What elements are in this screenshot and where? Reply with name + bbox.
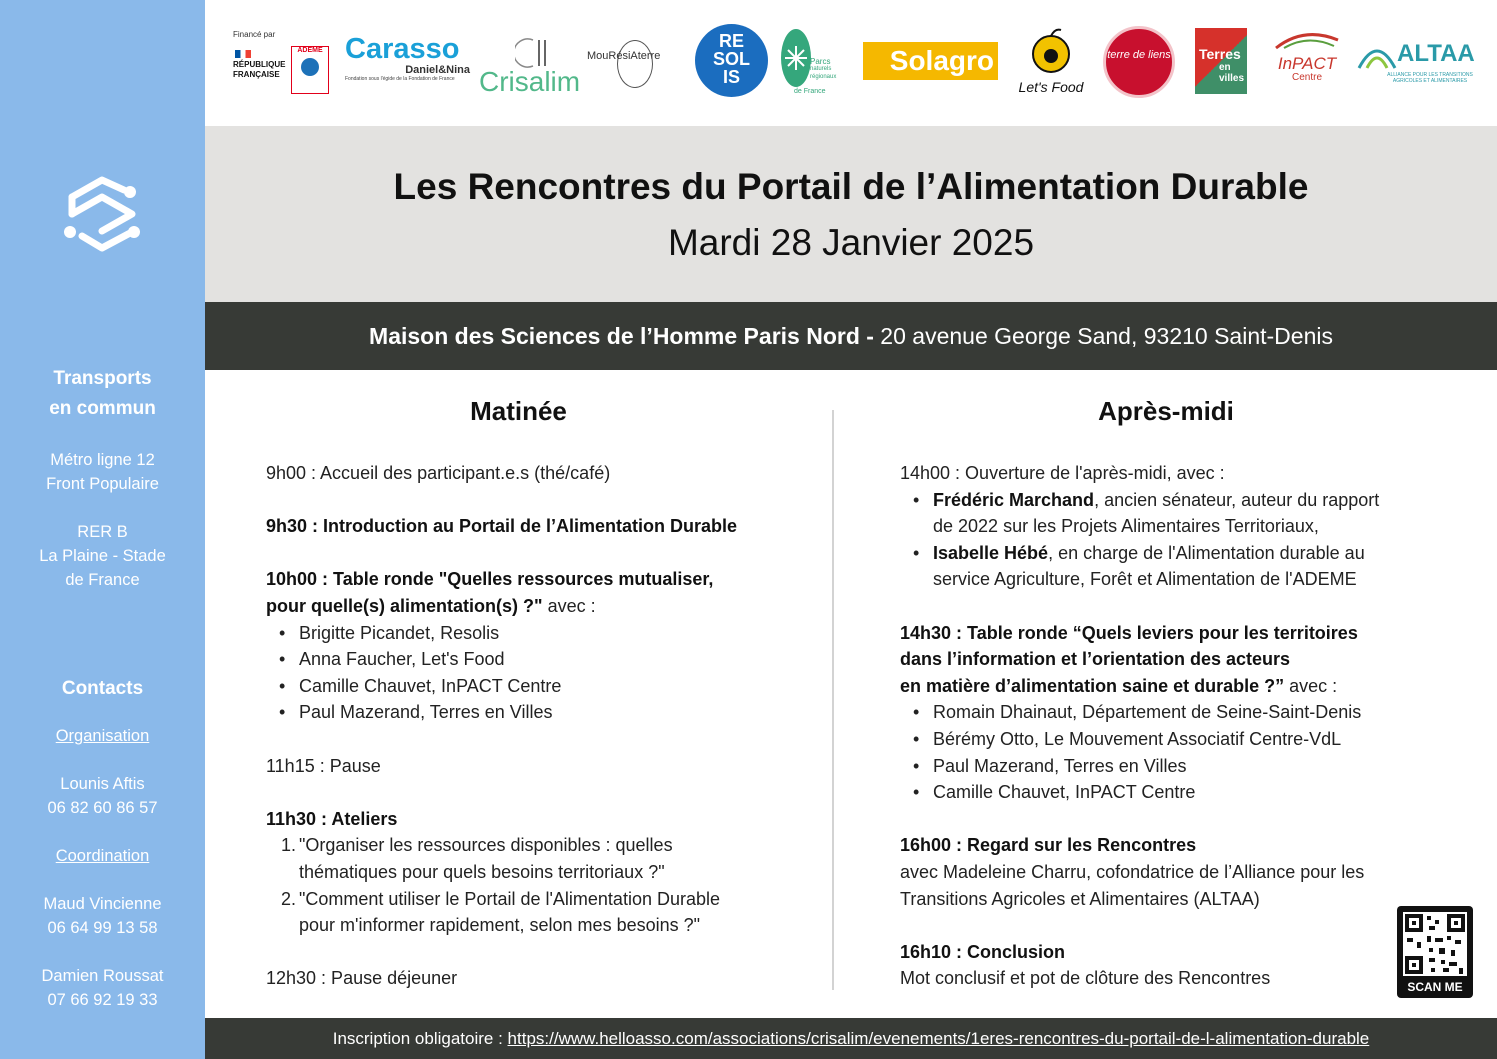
list-number: 1.	[281, 835, 297, 856]
guest-desc: , en charge de l'Alimentation durable au	[1048, 542, 1365, 563]
terres-text-2: en villes	[1219, 62, 1245, 84]
carasso-small: Fondation sous l'égide de la Fondation de France	[345, 76, 455, 82]
org-contact-phone: 06 82 60 86 57	[47, 799, 158, 817]
letsfood-text: Let's Food	[1018, 79, 1084, 95]
terres-text-1: Terres	[1199, 46, 1241, 62]
afternoon-roundtable	[900, 620, 1460, 806]
pause-item: 11h15 : Pause	[266, 755, 381, 776]
list-item: • Paul Mazerand, Terres en Villes	[299, 699, 806, 726]
rer-line: RER B	[77, 523, 128, 541]
footer	[205, 1018, 1497, 1059]
resolis-text-1: RE	[718, 31, 744, 51]
terre-de-liens-logo	[1103, 26, 1175, 98]
letsfood-logo	[1011, 26, 1091, 100]
sidebar	[0, 0, 205, 1059]
conclusion-block	[900, 939, 1460, 992]
coord-contact-phone: 06 64 99 13 58	[47, 919, 158, 937]
parcs-text-1: Parcs	[810, 57, 831, 66]
regard-title: 16h00 : Regard sur les Rencontres	[900, 835, 1197, 856]
contacts-title: Contacts	[61, 678, 144, 699]
qr-pattern-icon	[1403, 912, 1467, 976]
organisation-link[interactable]: Organisation	[55, 727, 150, 745]
qr-code[interactable]	[1397, 906, 1473, 998]
morning-roundtable	[266, 566, 806, 726]
guest-desc: , ancien sénateur, auteur du rapport	[1094, 489, 1380, 510]
altaa-sub: ALLIANCE POUR LES TRANSITIONS AGRICOLES ET ALIMENTAIRES	[1387, 72, 1473, 84]
parcs-leaf-icon	[780, 28, 812, 88]
list-item	[933, 487, 1460, 540]
ateliers-block	[266, 806, 806, 939]
afternoon-roundtable-title-3: en matière d’alimentation saine et durable ?”	[900, 675, 1285, 696]
atelier-2-line-1: "Comment utiliser le Portail de l'Alimentation Durable	[299, 888, 721, 909]
metro-line: Métro ligne 12	[50, 451, 155, 469]
inpact-swoosh-icon	[1274, 30, 1340, 50]
rf-text-2: FRANÇAISE	[233, 70, 280, 79]
atelier-1-line-2: thématiques pour quels besoins territoriaux ?"	[299, 861, 665, 882]
ademe-text: ADEME	[297, 47, 323, 54]
list-item	[281, 832, 806, 885]
fork-knife-icon	[515, 36, 555, 70]
parcs-text-2: naturels	[810, 66, 832, 72]
rf-text: RÉPUBLIQUE	[233, 60, 286, 69]
guest-desc-2: de 2022 sur les Projets Alimentaires Territoriaux,	[933, 516, 1319, 537]
mouresi-text: MouRésiAterre	[587, 50, 661, 62]
carasso-text: Carasso	[345, 33, 460, 65]
apple-icon	[1027, 26, 1075, 74]
afternoon-speaker-list	[900, 699, 1460, 805]
regard-line-1: avec Madeleine Charru, cofondatrice de l’Alliance pour les	[900, 861, 1365, 882]
list-item: • Bérémy Otto, Le Mouvement Associatif Centre-VdL	[933, 726, 1460, 753]
atelier-2-line-2: pour m'informer rapidement, selon mes besoins ?"	[299, 915, 701, 936]
mouresi-logo	[587, 40, 685, 90]
parcs-text-4: de France	[794, 88, 826, 95]
venue-name: Maison des Sciences de l’Homme Paris Nord -	[369, 323, 874, 349]
footer-label: Inscription obligatoire :	[332, 1029, 508, 1048]
solagro-text: Solagro	[889, 45, 994, 76]
qr-label: SCAN ME	[1407, 980, 1463, 994]
list-item: • Camille Chauvet, InPACT Centre	[299, 673, 806, 700]
resolis-logo	[695, 24, 768, 97]
flag-icon	[235, 50, 251, 58]
transport-title: Transports	[53, 368, 152, 389]
org-contact-name: Lounis Aftis	[60, 775, 145, 793]
portail-logo-icon	[42, 152, 162, 272]
mouresi-ring-icon	[617, 40, 653, 88]
parcs-logo	[780, 28, 842, 98]
event-date: Mardi 28 Janvier 2025	[667, 222, 1035, 263]
coord-contact-name-2: Damien Roussat	[41, 967, 164, 985]
crisalim-text: Crisalim	[479, 66, 581, 97]
rer-station-2: de France	[65, 571, 140, 589]
regard-line-2: Transitions Agricoles et Alimentaires (ALTAA)	[900, 888, 1260, 909]
altaa-wave-icon	[1357, 42, 1397, 70]
morning-roundtable-avec: avec :	[542, 595, 596, 616]
guest-list	[900, 487, 1460, 593]
altaa-text: ALTAA	[1397, 40, 1475, 67]
parcs-text-3: régionaux	[810, 74, 837, 80]
guest-desc-2: service Agriculture, Forêt et Alimentation de l'ADEME	[933, 569, 1357, 590]
inpact-text: InPACT	[1277, 54, 1337, 73]
morning-heading: Matinée	[470, 396, 567, 426]
coord-contact-phone-2: 07 66 92 19 33	[47, 991, 158, 1009]
solagro-logo	[863, 42, 998, 80]
list-number: 2.	[281, 888, 297, 909]
list-item: • Camille Chauvet, InPACT Centre	[933, 779, 1460, 806]
conclusion-text: Mot conclusif et pot de clôture des Rencontres	[900, 968, 1271, 989]
list-item: • Anna Faucher, Let's Food	[299, 646, 806, 673]
list-item	[933, 540, 1460, 593]
ateliers-title: 11h30 : Ateliers	[266, 808, 398, 829]
crisalim-logo	[479, 36, 589, 96]
registration-link[interactable]: https://www.helloasso.com/associations/crisalim/evenements/1eres-rencontres-du-portail-de-l-alimentation-durable	[507, 1029, 1370, 1048]
opening-item: 14h00 : Ouverture de l'après-midi, avec :	[900, 463, 1225, 483]
column-divider	[832, 410, 834, 990]
page-title: Les Rencontres du Portail de l’Alimentation Durable	[393, 166, 1309, 207]
regard-block	[900, 832, 1460, 912]
partner-logos	[205, 0, 1497, 126]
ateliers-list	[266, 832, 806, 938]
intro-item: 9h30 : Introduction au Portail de l’Alimentation Durable	[266, 516, 738, 537]
metro-station: Front Populaire	[46, 475, 159, 493]
carasso-sub: Daniel&Nina	[405, 64, 470, 76]
opening-block	[900, 460, 1460, 593]
coordination-link[interactable]: Coordination	[55, 847, 150, 865]
venue-band	[205, 302, 1497, 370]
list-item: • Romain Dhainaut, Département de Seine-Saint-Denis	[933, 699, 1460, 726]
terre-text: terre de liens	[1107, 49, 1171, 61]
inpact-logo	[1269, 30, 1345, 96]
list-item: • Paul Mazerand, Terres en Villes	[933, 753, 1460, 780]
ademe-globe-icon	[301, 58, 319, 76]
afternoon-program	[900, 460, 1460, 992]
transport-title-2: en commun	[49, 398, 156, 419]
resolis-text-2: SOL	[712, 49, 750, 69]
altaa-logo	[1357, 40, 1475, 90]
morning-roundtable-title: 10h00 : Table ronde "Quelles ressources mutualiser,	[266, 569, 714, 590]
conclusion-title: 16h10 : Conclusion	[900, 941, 1066, 962]
terres-en-villes-logo	[1195, 28, 1247, 94]
title-band	[205, 126, 1497, 302]
list-item	[281, 886, 806, 939]
republique-ademe-logo	[233, 30, 329, 96]
lunch-item: 12h30 : Pause déjeuner	[266, 968, 458, 989]
ademe-box	[291, 46, 329, 94]
morning-roundtable-title-2: pour quelle(s) alimentation(s) ?"	[266, 595, 543, 616]
carasso-logo	[345, 34, 470, 90]
list-item: • Brigitte Picandet, Resolis	[299, 620, 806, 647]
accueil-item: 9h00 : Accueil des participant.e.s (thé/café)	[266, 463, 611, 483]
guest-name: Frédéric Marchand	[933, 489, 1095, 510]
morning-speaker-list	[266, 620, 806, 726]
rer-station: La Plaine - Stade	[39, 547, 166, 565]
finance-label: Financé par	[233, 30, 276, 39]
afternoon-roundtable-avec: avec :	[1284, 675, 1338, 696]
resolis-text-3: IS	[722, 67, 740, 87]
afternoon-roundtable-title: 14h30 : Table ronde “Quels leviers pour les territoires	[900, 622, 1358, 643]
atelier-1-line-1: "Organiser les ressources disponibles : quelles	[299, 835, 673, 856]
morning-program	[266, 460, 806, 992]
afternoon-roundtable-title-2: dans l’information et l’orientation des acteurs	[900, 649, 1291, 670]
afternoon-heading: Après-midi	[1098, 396, 1234, 426]
venue-address: 20 avenue George Sand, 93210 Saint-Denis	[873, 323, 1333, 349]
inpact-sub: Centre	[1291, 72, 1322, 83]
guest-name: Isabelle Hébé	[933, 542, 1049, 563]
coord-contact-name: Maud Vincienne	[43, 895, 162, 913]
